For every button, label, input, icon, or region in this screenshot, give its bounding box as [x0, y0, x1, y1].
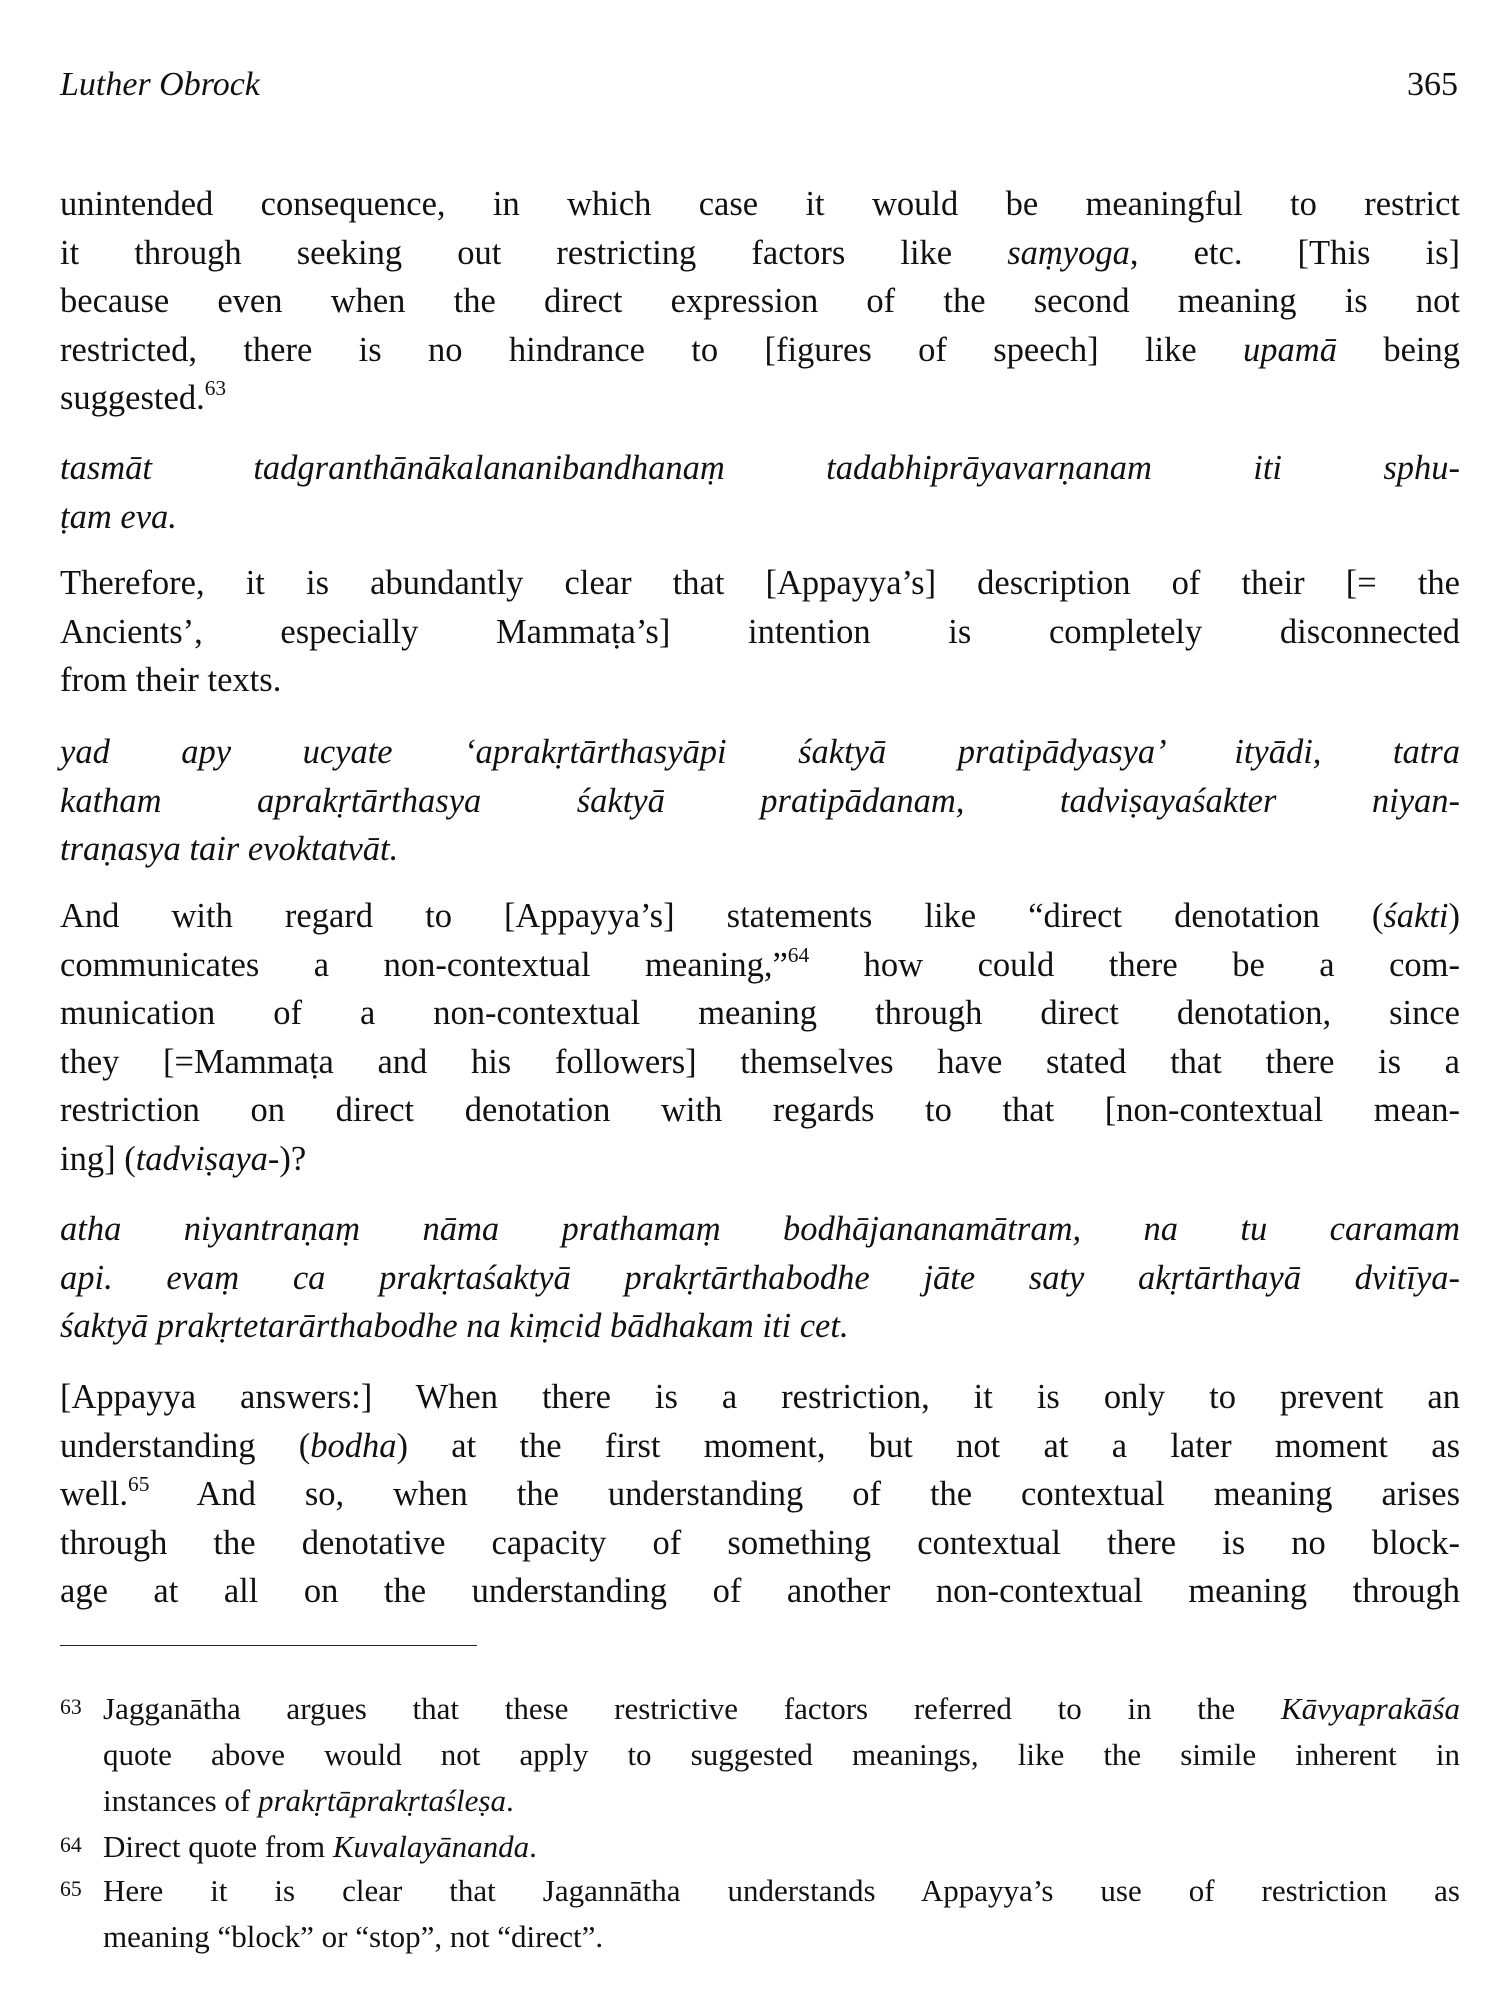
text-line	[60, 825, 1460, 874]
text-line	[60, 1302, 1460, 1351]
text-segment: Jagganātha argues that these restrictive factors referred to in the	[103, 1691, 1281, 1726]
text-segment: And so, when the understanding of the contextual meaning arises	[149, 1475, 1460, 1513]
text-line	[60, 1422, 1460, 1471]
text-line	[60, 559, 1460, 608]
text-segment: from their texts.	[60, 661, 282, 699]
text-segment: quote above would not apply to suggested meanings, like the simile inherent in	[103, 1737, 1460, 1772]
footnote-text	[103, 1824, 1460, 1870]
italic-text: bodha	[310, 1426, 397, 1465]
italic-text: Kāvyaprakāśa	[1280, 1691, 1460, 1726]
page-number: 365	[1407, 66, 1458, 103]
italic-text: katham aprakṛtārthasya śaktyā pratipādanam, tadviṣayaśakter niyan-	[60, 781, 1460, 820]
text-segment: how could there be a com-	[809, 945, 1460, 984]
text-line	[60, 1135, 1460, 1184]
italic-text: ṭam eva.	[60, 497, 177, 536]
italic-text: prakṛtāprakṛtaśleṣa	[257, 1783, 506, 1818]
italic-text: yad apy ucyate ‘aprakṛtārthasyāpi śaktyā pratipādyasya’ ityādi, tatra	[60, 733, 1460, 771]
text-segment: through the denotative capacity of something contextual there is no block-	[60, 1523, 1460, 1562]
italic-text: śakti	[1383, 897, 1449, 935]
text-line	[60, 1086, 1460, 1135]
text-segment: Direct quote from	[103, 1829, 333, 1864]
text-segment: )	[1448, 897, 1460, 935]
footnote	[60, 1686, 1460, 1824]
text-line	[103, 1824, 1460, 1870]
italic-text: tasmāt tadgranthānākalananibandhanaṃ tadabhiprāyavarṇanam iti sphu-	[60, 449, 1460, 487]
text-segment: , etc. [This is]	[1129, 233, 1460, 272]
text-line	[60, 1567, 1460, 1616]
text-line	[60, 989, 1460, 1038]
footnote	[60, 1824, 1460, 1870]
text-segment: unintended consequence, in which case it would be meaningful to restrict	[60, 185, 1460, 223]
text-line	[60, 1254, 1460, 1303]
footnote-reference[interactable]: 63	[204, 376, 227, 401]
text-segment: ) at the first moment, but not at a later moment as	[396, 1426, 1460, 1465]
text-segment: well.	[60, 1475, 129, 1513]
italic-text: api. evaṃ ca prakṛtaśaktyā prakṛtārthabodhe jāte saty akṛtārthayā dvitīya-	[60, 1258, 1460, 1297]
text-line	[60, 608, 1460, 657]
text-line	[60, 728, 1460, 777]
footnote-number: 65	[60, 1877, 82, 1901]
footnote-reference[interactable]: 65	[128, 1472, 150, 1497]
text-segment: Therefore, it is abundantly clear that [Appayya’s] description of their [= the	[60, 564, 1460, 602]
text-line	[103, 1686, 1460, 1732]
sanskrit-quotation	[60, 728, 1460, 874]
footnote-text	[103, 1686, 1460, 1824]
text-line	[60, 1470, 1460, 1519]
italic-text: Kuvalayānanda	[332, 1829, 530, 1864]
text-segment: communicates a non-contextual meaning,”	[60, 945, 788, 984]
italic-text: traṇasya tair evoktatvāt.	[60, 830, 399, 868]
text-segment: Here it is clear that Jagannātha understands Appayya’s use of restriction as	[103, 1873, 1460, 1908]
text-segment: understanding (	[60, 1426, 311, 1465]
text-segment: it through seeking out restricting factors like	[60, 233, 1008, 272]
italic-text: upamā	[1243, 330, 1337, 369]
text-segment: restriction on direct denotation with regards to that [non-contextual mean-	[60, 1091, 1460, 1129]
text-segment: .	[505, 1783, 514, 1818]
text-line	[60, 1519, 1460, 1568]
footnote-number: 64	[60, 1833, 82, 1857]
text-segment: because even when the direct expression of the second meaning is not	[60, 282, 1460, 320]
text-segment: .	[529, 1829, 537, 1864]
text-segment: meaning “block” or “stop”, not “direct”.	[103, 1919, 604, 1954]
text-segment: Ancients’, especially Mammaṭa’s] intention is completely disconnected	[60, 612, 1460, 651]
text-segment: instances of	[103, 1783, 258, 1818]
italic-text: śaktyā prakṛtetarārthabodhe na kiṃcid bādhakam iti cet.	[60, 1307, 849, 1345]
text-segment: restricted, there is no hindrance to [figures of speech] like	[60, 330, 1244, 369]
italic-text: atha niyantraṇaṃ nāma prathamaṃ bodhājananamātram, na tu caramam	[60, 1210, 1460, 1248]
text-line	[103, 1914, 1460, 1960]
text-line	[60, 180, 1460, 229]
text-line	[103, 1778, 1460, 1824]
text-line	[60, 1038, 1460, 1087]
text-segment: )?	[279, 1139, 307, 1178]
sanskrit-quotation	[60, 1205, 1460, 1351]
italic-text: saṃyoga	[1007, 233, 1130, 272]
text-line	[60, 892, 1460, 941]
text-line	[60, 374, 1460, 423]
text-line	[60, 229, 1460, 278]
text-line	[60, 277, 1460, 326]
text-segment: [Appayya answers:] When there is a restriction, it is only to prevent an	[60, 1378, 1460, 1416]
text-line	[60, 1205, 1460, 1254]
italic-text: tadviṣaya-	[135, 1139, 280, 1178]
text-segment: ing] (	[60, 1139, 136, 1178]
footnote	[60, 1868, 1460, 1960]
text-segment: age at all on the understanding of another non-contextual meaning through	[60, 1572, 1460, 1610]
footnote-rule	[60, 1645, 477, 1646]
text-segment: they [=Mammaṭa and his followers] themselves have stated that there is a	[60, 1042, 1460, 1081]
text-segment: suggested.	[60, 379, 205, 417]
text-line	[60, 326, 1460, 375]
paragraph	[60, 559, 1460, 705]
paragraph	[60, 892, 1460, 1183]
running-head: Luther Obrock	[60, 66, 260, 103]
text-line	[60, 493, 1460, 542]
text-line	[60, 777, 1460, 826]
sanskrit-quotation	[60, 444, 1460, 541]
text-line	[60, 656, 1460, 705]
text-segment: And with regard to [Appayya’s] statements like “direct denotation (	[60, 897, 1384, 935]
paragraph	[60, 180, 1460, 423]
footnote-number: 63	[60, 1695, 82, 1719]
text-line	[60, 444, 1460, 493]
paragraph	[60, 1373, 1460, 1616]
footnote-text	[103, 1868, 1460, 1960]
text-segment: munication of a non-contextual meaning through direct denotation, since	[60, 994, 1460, 1032]
text-line	[60, 941, 1460, 990]
text-segment: being	[1336, 330, 1460, 369]
text-line	[103, 1732, 1460, 1778]
text-line	[60, 1373, 1460, 1422]
text-line	[103, 1868, 1460, 1914]
footnote-reference[interactable]: 64	[787, 942, 810, 967]
